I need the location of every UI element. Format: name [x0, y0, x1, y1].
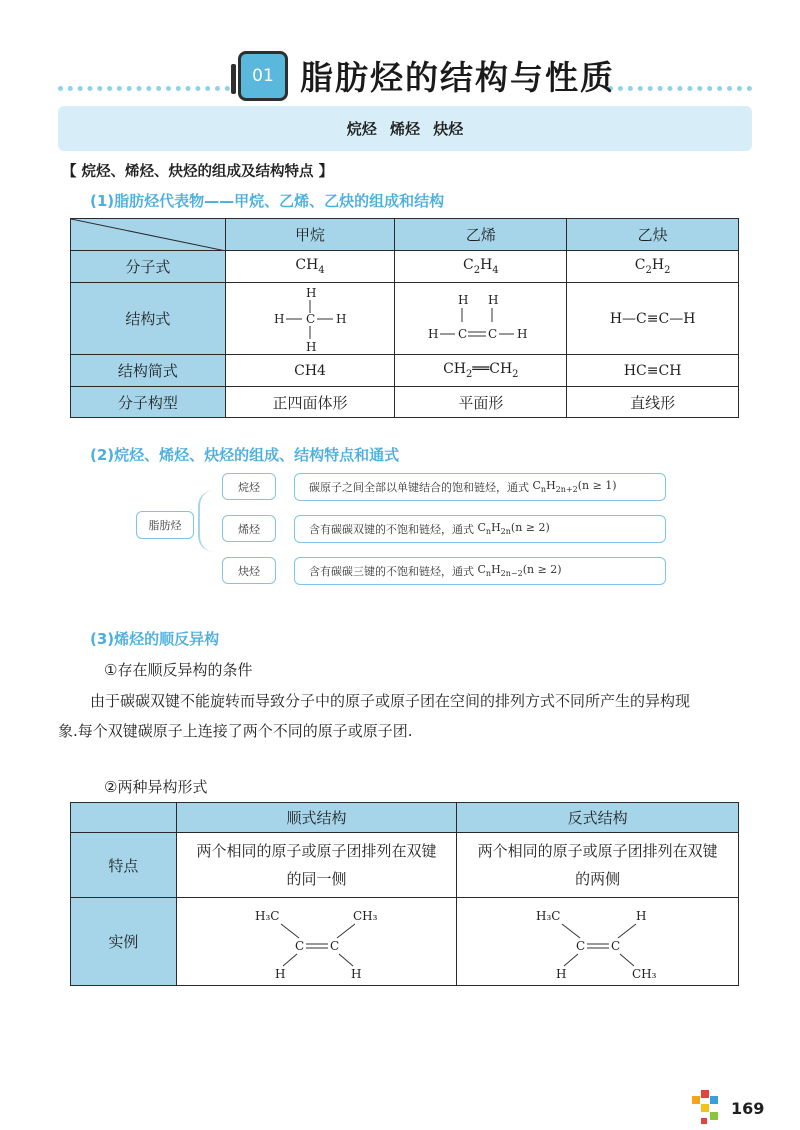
ethylene-structure-diagram [426, 290, 536, 348]
row-label: 结构式 [71, 283, 226, 355]
part2-title: (2)烷烃、烯烃、炔烃的组成、结构特点和通式 [90, 446, 400, 464]
shape-cell: 正四面体形 [225, 387, 395, 418]
svg-text:H₃C: H₃C [254, 908, 280, 923]
cis-feature: 两个相同的原子或原子团排列在双键 的同一侧 [176, 833, 457, 898]
trans-example [457, 898, 739, 986]
col-header: 顺式结构 [176, 803, 457, 833]
page-number: 169 [731, 1099, 765, 1118]
trans-feature: 两个相同的原子或原子团排列在双键 的两侧 [457, 833, 739, 898]
col-header: 反式结构 [457, 803, 739, 833]
badge-tab [231, 64, 236, 94]
svg-text:C: C [610, 938, 620, 953]
col-header: 乙炔 [567, 219, 739, 251]
ethylene-formula: $C_2H_4$ [395, 251, 567, 283]
svg-text:H: H [516, 326, 528, 341]
svg-text:CH₃: CH₃ [352, 908, 378, 923]
diagonal-header-cell [71, 219, 226, 251]
svg-text:C: C [294, 938, 304, 953]
mindmap-alkyne: 炔烃 [222, 557, 276, 584]
header-dots-left [58, 86, 230, 91]
row-label: 分子式 [71, 251, 226, 283]
ethylene-simple: $CH_2══CH_2$ [395, 355, 567, 387]
ethylene-structure [395, 283, 567, 355]
methane-simple: CH4 [225, 355, 395, 387]
svg-text:C: C [487, 326, 498, 341]
page-title: 脂肪烃的结构与性质 [300, 58, 615, 97]
row-label: 实例 [71, 898, 177, 986]
row-label: 分子构型 [71, 387, 226, 418]
paragraph-line-1: 由于碳碳双键不能旋转而导致分子中的原子或原子团在空间的排列方式不同所产生的异构现 [90, 692, 691, 710]
mindmap-bracket [198, 490, 216, 552]
methane-structure [225, 283, 395, 355]
part1-title: (1)脂肪烃代表物——甲烷、乙烯、乙炔的组成和结构 [90, 192, 445, 210]
mindmap-root: 脂肪烃 [136, 511, 194, 539]
row-label: 特点 [71, 833, 177, 898]
acetylene-structure: H—C≡C—H [567, 283, 739, 355]
hydrocarbon-table [70, 218, 739, 418]
blank-header [71, 803, 177, 833]
svg-text:C: C [329, 938, 339, 953]
cis-trans-table [70, 802, 739, 986]
topic-banner: 烷烃 烯烃 炔烃 [58, 106, 752, 151]
svg-text:C: C [457, 326, 468, 341]
diagonal-line [71, 219, 226, 251]
svg-text:C: C [575, 938, 585, 953]
forms-heading: ②两种异构形式 [104, 778, 208, 796]
cis-structure-diagram [247, 902, 387, 982]
condition-heading: ①存在顺反异构的条件 [104, 661, 253, 679]
section-number-badge: 01 [238, 51, 288, 101]
svg-text:H: H [306, 285, 317, 300]
svg-text:H: H [457, 292, 469, 307]
svg-text:H: H [306, 339, 317, 353]
svg-text:H: H [487, 292, 499, 307]
header-dots-right [608, 86, 752, 91]
mindmap-alkene-desc: 含有碳碳双键的不饱和链烃，通式 $C_nH_{2n}(n \ge 2)$ [294, 515, 666, 543]
acetylene-simple: HC≡CH [567, 355, 739, 387]
methane-structure-diagram [270, 285, 350, 353]
section-heading: 【 烷烃、烯烃、炔烃的组成及结构特点 】 [62, 164, 334, 180]
shape-cell: 直线形 [567, 387, 739, 418]
mindmap-alkyne-desc: 含有碳碳三键的不饱和链烃，通式 $C_nH_{2n-2}(n \ge 2)$ [294, 557, 666, 585]
part3-title: (3)烯烃的顺反异构 [90, 630, 220, 648]
trans-structure-diagram [528, 902, 668, 982]
cis-example [176, 898, 457, 986]
svg-text:H: H [350, 966, 362, 981]
row-label: 结构简式 [71, 355, 226, 387]
methane-formula: $CH_4$ [225, 251, 395, 283]
svg-text:H₃C: H₃C [535, 908, 561, 923]
svg-text:H: H [274, 311, 285, 326]
paragraph-line-2: 象.每个双键碳原子上连接了两个不同的原子或原子团. [58, 722, 413, 740]
acetylene-formula: $C_2H_2$ [567, 251, 739, 283]
svg-text:H: H [274, 966, 286, 981]
col-header: 乙烯 [395, 219, 567, 251]
mindmap-alkane: 烷烃 [222, 473, 276, 500]
mindmap-alkene: 烯烃 [222, 515, 276, 542]
svg-text:H: H [555, 966, 567, 981]
svg-text:H: H [427, 326, 439, 341]
col-header: 甲烷 [225, 219, 395, 251]
shape-cell: 平面形 [395, 387, 567, 418]
svg-text:H: H [336, 311, 347, 326]
svg-text:C: C [306, 311, 316, 326]
svg-text:CH₃: CH₃ [631, 966, 657, 981]
mindmap-alkane-desc: 碳原子之间全部以单键结合的饱和链烃，通式 $C_nH_{2n+2}(n \ge 1)$ [294, 473, 666, 501]
svg-text:H: H [635, 908, 647, 923]
